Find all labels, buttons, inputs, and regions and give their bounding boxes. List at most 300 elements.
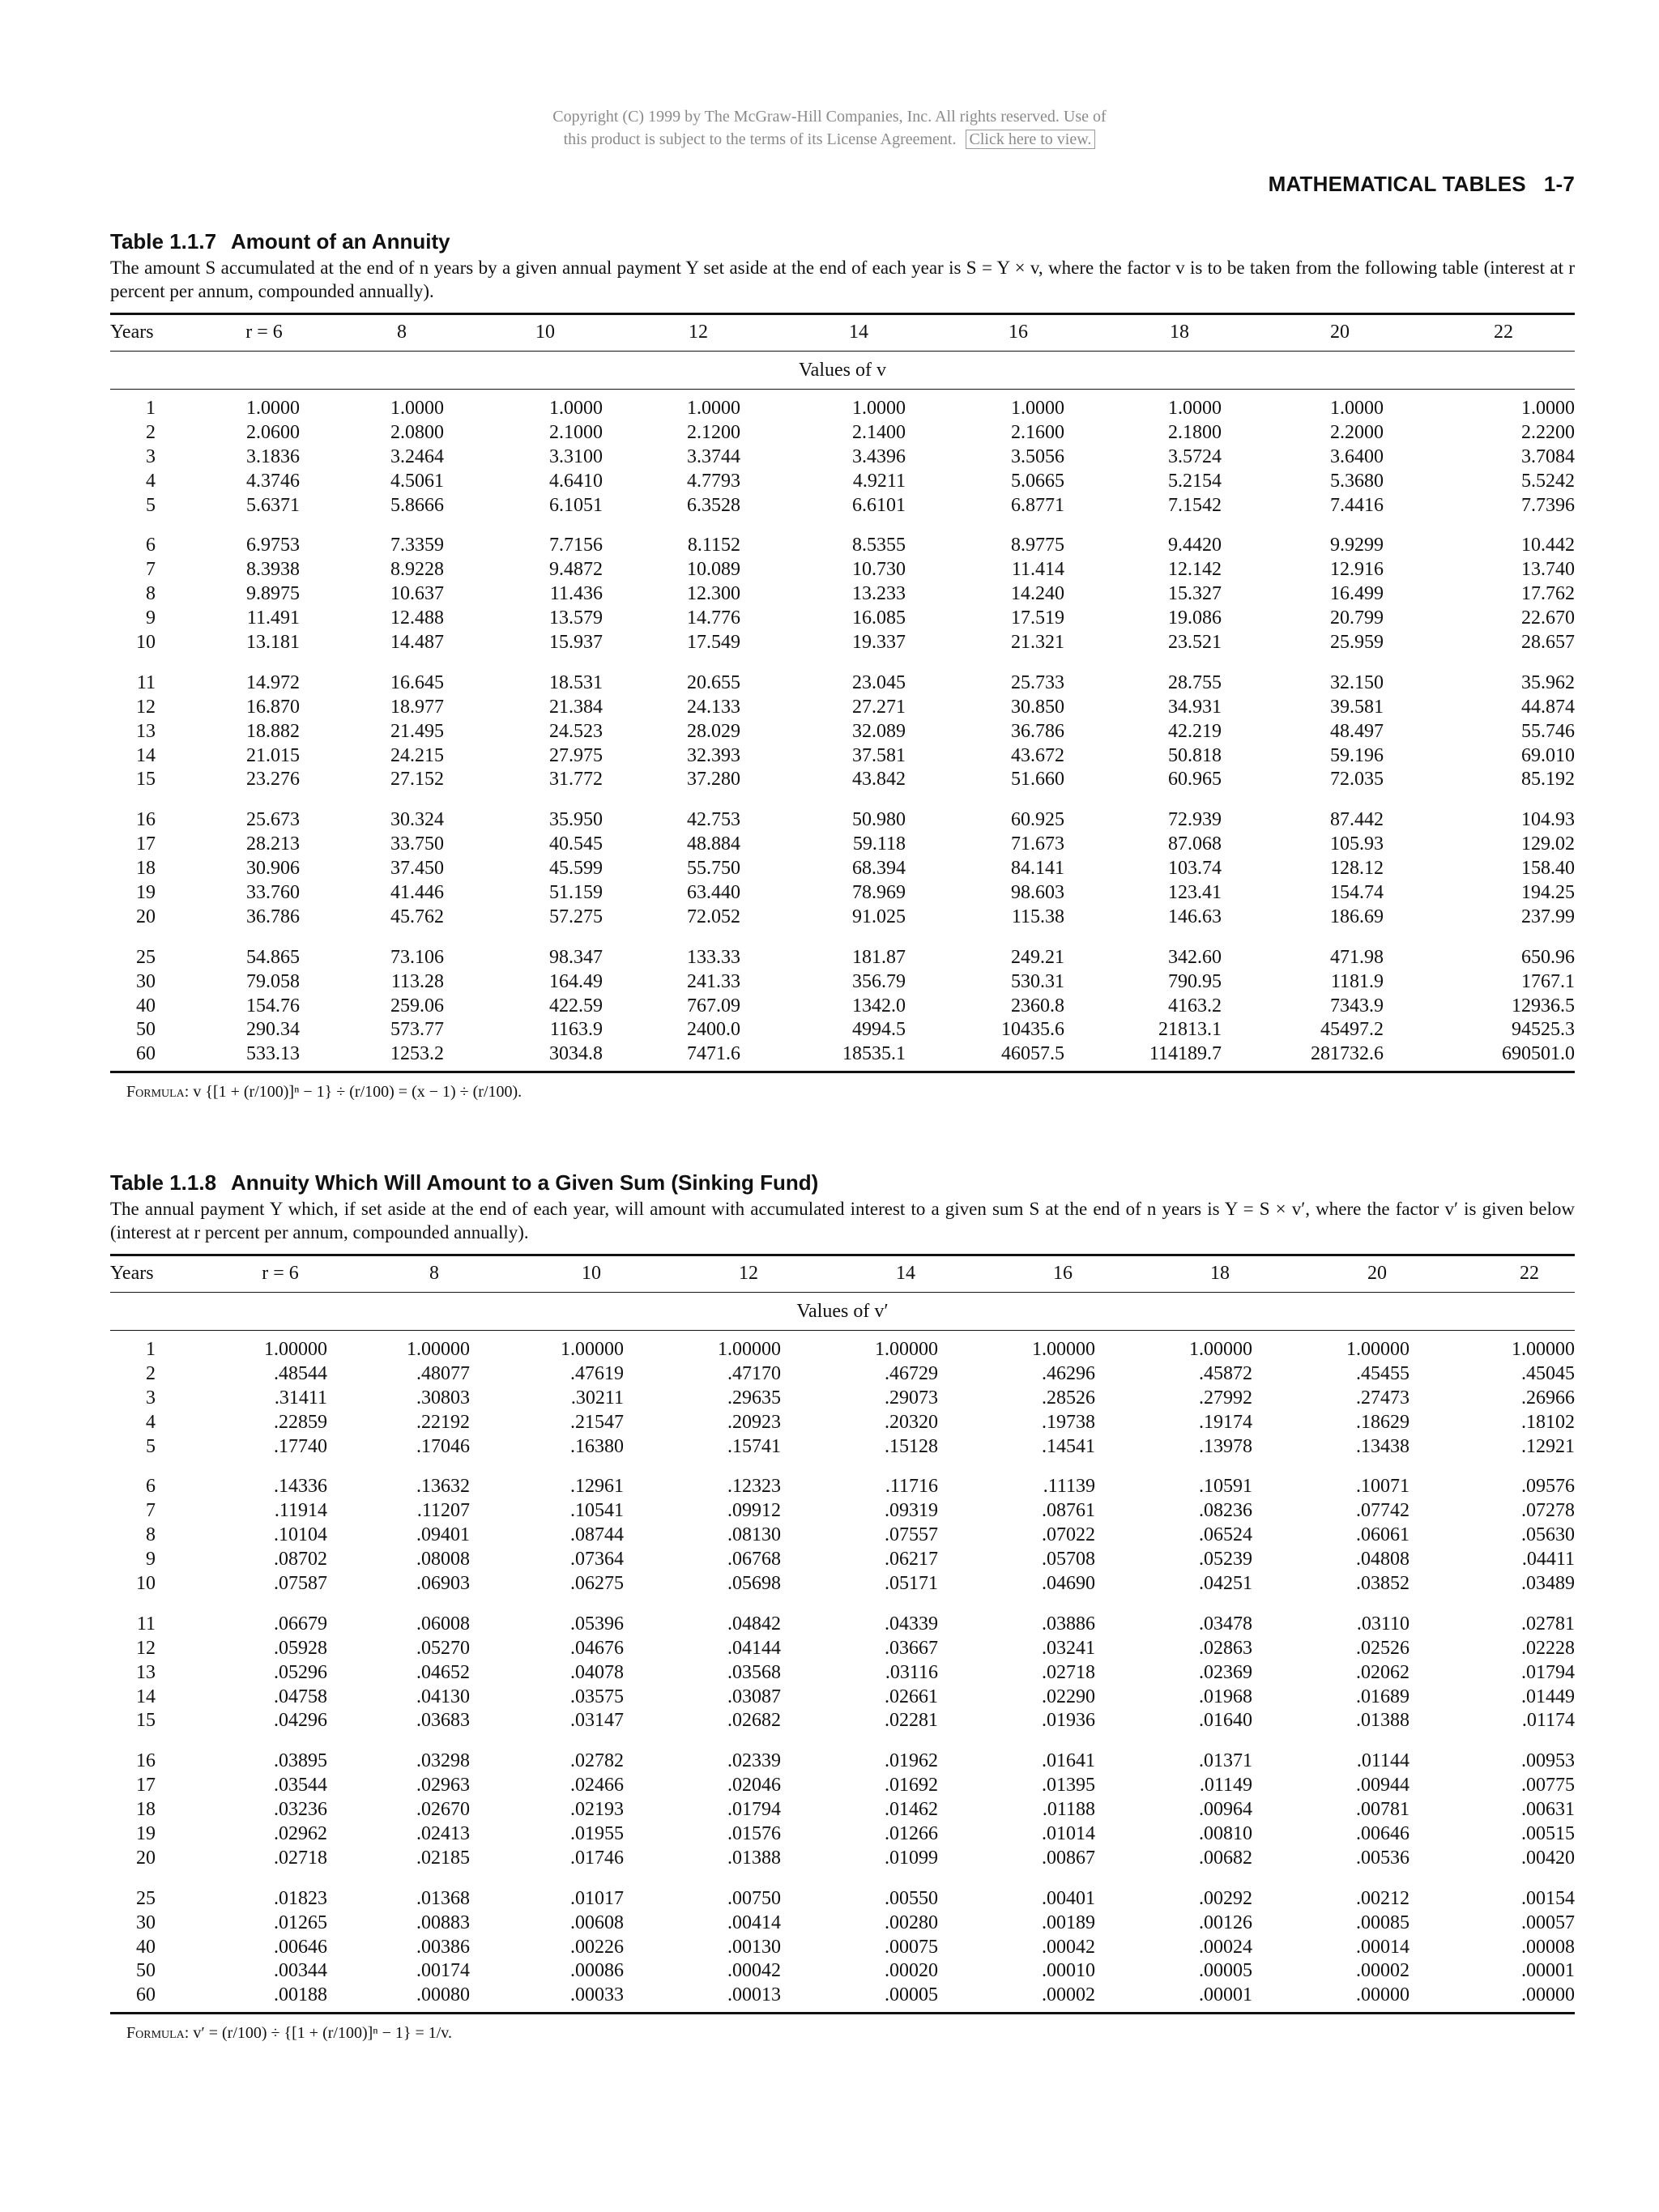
table-row — [110, 880, 1575, 905]
year-cell: 30 — [136, 970, 156, 992]
value-cell: 16.499 — [1330, 583, 1384, 605]
value-cell: .01955 — [570, 1823, 624, 1845]
value-cell: .13978 — [1199, 1435, 1252, 1457]
year-cell: 50 — [136, 1019, 156, 1041]
table-number: Table 1.1.8 — [110, 1170, 217, 1195]
value-cell: 30.850 — [1011, 696, 1064, 718]
value-cell: .10071 — [1356, 1476, 1410, 1498]
table-row — [110, 1958, 1575, 1983]
table-row — [110, 1708, 1575, 1733]
license-link[interactable]: Click here to view. — [966, 130, 1096, 149]
value-cell: 194.25 — [1521, 882, 1575, 904]
value-cell: 290.34 — [246, 1019, 300, 1041]
value-cell: 4994.5 — [852, 1019, 906, 1041]
value-cell: .04144 — [727, 1637, 781, 1659]
value-cell: 11.414 — [1011, 559, 1064, 581]
value-cell: .05396 — [570, 1613, 624, 1634]
value-cell: 34.931 — [1168, 696, 1222, 718]
value-cell: .00631 — [1521, 1799, 1575, 1821]
column-header: Years — [110, 322, 154, 343]
value-cell: .01265 — [274, 1912, 327, 1933]
value-cell: .08744 — [570, 1524, 624, 1546]
copyright-notice — [0, 105, 1659, 151]
value-cell: 3.5056 — [1011, 445, 1064, 467]
year-cell: 19 — [136, 1823, 156, 1845]
value-cell: 37.280 — [687, 769, 740, 791]
year-cell: 14 — [136, 744, 156, 766]
value-cell: 18.882 — [246, 720, 300, 742]
value-cell: .09319 — [885, 1500, 938, 1522]
value-cell: .00000 — [1521, 1984, 1575, 2006]
value-cell: 16.085 — [852, 607, 906, 629]
value-cell: .09576 — [1521, 1476, 1575, 1498]
value-cell: 14.972 — [246, 671, 300, 693]
value-cell: .02228 — [1521, 1637, 1575, 1659]
value-cell: 27.975 — [549, 744, 603, 766]
value-cell: .04296 — [274, 1710, 327, 1732]
table-row — [110, 1886, 1575, 1911]
table-row — [110, 719, 1575, 744]
value-cell: .05171 — [885, 1573, 938, 1595]
value-cell: .01174 — [1521, 1710, 1575, 1732]
value-cell: 241.33 — [687, 970, 740, 992]
table-row — [110, 469, 1575, 493]
value-cell: .02466 — [570, 1775, 624, 1796]
value-cell: .02782 — [570, 1750, 624, 1772]
value-cell: 7343.9 — [1330, 995, 1384, 1016]
table-row — [110, 671, 1575, 695]
year-cell: 17 — [136, 1775, 156, 1796]
value-cell: 6.6101 — [852, 494, 906, 516]
value-cell: .00042 — [1042, 1936, 1095, 1958]
value-cell: .03683 — [416, 1710, 470, 1732]
value-cell: .00775 — [1521, 1775, 1575, 1796]
value-cell: .11716 — [885, 1476, 938, 1498]
value-cell: .01449 — [1521, 1686, 1575, 1707]
value-cell: 530.31 — [1011, 970, 1064, 992]
value-cell: .03241 — [1042, 1637, 1095, 1659]
value-cell: 28.213 — [246, 833, 300, 855]
value-cell: .05928 — [274, 1637, 327, 1659]
value-cell: .02193 — [570, 1799, 624, 1821]
value-cell: 45497.2 — [1320, 1019, 1384, 1041]
year-cell: 15 — [136, 769, 156, 791]
year-cell: 60 — [136, 1984, 156, 2006]
value-cell: 36.786 — [246, 906, 300, 927]
value-cell: 12.488 — [390, 607, 444, 629]
value-cell: .03110 — [1356, 1613, 1410, 1634]
value-cell: 7.7156 — [549, 535, 603, 556]
value-cell: 21.015 — [246, 744, 300, 766]
value-cell: 25.959 — [1330, 632, 1384, 654]
copyright-line-2: this product is subject to the terms of its License Agreement. — [563, 130, 957, 148]
value-cell: 2.1400 — [852, 421, 906, 443]
value-cell: 1.00000 — [1346, 1339, 1410, 1360]
value-cell: 1.0000 — [549, 398, 603, 419]
table-row — [110, 1498, 1575, 1523]
value-cell: 1181.9 — [1330, 970, 1384, 992]
value-cell: .02963 — [416, 1775, 470, 1796]
table-title-text: Annuity Which Will Amount to a Given Sum (Sinking Fund) — [231, 1170, 819, 1195]
value-cell: 154.74 — [1330, 882, 1384, 904]
value-cell: 10435.6 — [1001, 1019, 1064, 1041]
year-cell: 18 — [136, 858, 156, 880]
value-cell: 60.925 — [1011, 809, 1064, 831]
value-cell: 45.599 — [549, 858, 603, 880]
value-cell: .05296 — [274, 1661, 327, 1683]
table-row — [110, 1547, 1575, 1571]
value-cell: 44.874 — [1521, 696, 1575, 718]
value-cell: 1.0000 — [1330, 398, 1384, 419]
value-cell: 7.3359 — [390, 535, 444, 556]
value-cell: .01936 — [1042, 1710, 1095, 1732]
value-cell: .18629 — [1356, 1411, 1410, 1433]
value-cell: 68.394 — [852, 858, 906, 880]
value-cell: .01746 — [570, 1847, 624, 1869]
value-cell: .27473 — [1356, 1387, 1410, 1409]
value-cell: .11914 — [274, 1500, 327, 1522]
value-cell: .01823 — [274, 1887, 327, 1909]
value-cell: 43.842 — [852, 769, 906, 791]
value-cell: .01099 — [885, 1847, 938, 1869]
year-cell: 13 — [136, 720, 156, 742]
value-cell: 6.9753 — [246, 535, 300, 556]
value-cell: .07742 — [1356, 1500, 1410, 1522]
table-row — [110, 1685, 1575, 1709]
value-cell: 73.106 — [390, 946, 444, 968]
year-cell: 10 — [136, 1573, 156, 1595]
value-cell: 24.215 — [390, 744, 444, 766]
value-cell: 8.5355 — [852, 535, 906, 556]
value-cell: 46057.5 — [1001, 1043, 1064, 1065]
value-cell: .00042 — [727, 1960, 781, 1982]
value-cell: 28.657 — [1521, 632, 1575, 654]
column-header: 12 — [689, 322, 708, 343]
value-cell: 37.581 — [852, 744, 906, 766]
value-cell: 87.442 — [1330, 809, 1384, 831]
value-cell: 35.962 — [1521, 671, 1575, 693]
value-cell: .01640 — [1199, 1710, 1252, 1732]
column-header: 12 — [739, 1263, 758, 1284]
value-cell: .14336 — [274, 1476, 327, 1498]
value-cell: .27992 — [1199, 1387, 1252, 1409]
value-cell: 72.939 — [1168, 809, 1222, 831]
value-cell: .14541 — [1042, 1435, 1095, 1457]
value-cell: 1.0000 — [1168, 398, 1222, 419]
value-cell: 15.327 — [1168, 583, 1222, 605]
value-cell: 23.521 — [1168, 632, 1222, 654]
value-cell: .10591 — [1199, 1476, 1252, 1498]
table-row — [110, 1749, 1575, 1773]
value-cell: 114189.7 — [1149, 1043, 1222, 1065]
value-cell: 115.38 — [1011, 906, 1064, 927]
value-cell: .00002 — [1356, 1960, 1410, 1982]
value-cell: 342.60 — [1168, 946, 1222, 968]
value-cell: 35.950 — [549, 809, 603, 831]
value-cell: 5.3680 — [1330, 470, 1384, 492]
value-cell: .48544 — [274, 1362, 327, 1384]
value-cell: .01962 — [885, 1750, 938, 1772]
value-cell: 19.337 — [852, 632, 906, 654]
table-row — [110, 1660, 1575, 1685]
value-cell: .13632 — [416, 1476, 470, 1498]
year-cell: 5 — [146, 494, 156, 516]
value-cell: .03116 — [885, 1661, 938, 1683]
value-cell: .02281 — [885, 1710, 938, 1732]
value-cell: .01017 — [570, 1887, 624, 1909]
value-cell: .00033 — [570, 1984, 624, 2006]
value-cell: 3.6400 — [1330, 445, 1384, 467]
value-cell: 129.02 — [1521, 833, 1575, 855]
value-cell: 48.497 — [1330, 720, 1384, 742]
value-cell: .00515 — [1521, 1823, 1575, 1845]
year-cell: 20 — [136, 1847, 156, 1869]
value-cell: .00174 — [416, 1960, 470, 1982]
table-row — [110, 1337, 1575, 1362]
year-cell: 30 — [136, 1912, 156, 1933]
value-cell: .01144 — [1356, 1750, 1410, 1772]
value-cell: .06768 — [727, 1549, 781, 1571]
value-cell: .00000 — [1356, 1984, 1410, 2006]
value-cell: 91.025 — [852, 906, 906, 927]
value-cell: 17.762 — [1521, 583, 1575, 605]
value-cell: 10.730 — [852, 559, 906, 581]
table-row — [110, 493, 1575, 518]
value-cell: 8.3938 — [246, 559, 300, 581]
value-cell: 16.870 — [246, 696, 300, 718]
value-cell: 573.77 — [390, 1019, 444, 1041]
year-cell: 7 — [146, 559, 156, 581]
value-cell: .00414 — [727, 1912, 781, 1933]
year-cell: 3 — [146, 445, 156, 467]
year-cell: 9 — [146, 1549, 156, 1571]
value-cell: 51.159 — [549, 882, 603, 904]
value-cell: .17740 — [274, 1435, 327, 1457]
value-cell: .01388 — [727, 1847, 781, 1869]
value-cell: .21547 — [570, 1411, 624, 1433]
value-cell: .08008 — [416, 1549, 470, 1571]
value-cell: .00005 — [885, 1984, 938, 2006]
table-row — [110, 1612, 1575, 1636]
formula-note — [110, 2024, 1575, 2043]
table-row — [110, 420, 1575, 445]
value-cell: 6.3528 — [687, 494, 740, 516]
value-cell: 113.28 — [390, 970, 444, 992]
value-cell: 32.150 — [1330, 671, 1384, 693]
year-cell: 2 — [146, 1362, 156, 1384]
value-cell: .30211 — [570, 1387, 624, 1409]
value-cell: 1.00000 — [875, 1339, 938, 1360]
value-cell: 7.4416 — [1330, 494, 1384, 516]
value-cell: .45455 — [1356, 1362, 1410, 1384]
value-cell: .04251 — [1199, 1573, 1252, 1595]
value-cell: .01368 — [416, 1887, 470, 1909]
value-cell: 5.5242 — [1521, 470, 1575, 492]
year-cell: 8 — [146, 1524, 156, 1546]
value-cell: 281732.6 — [1311, 1043, 1384, 1065]
value-cell: .05239 — [1199, 1549, 1252, 1571]
column-header: 8 — [397, 322, 407, 343]
value-cell: .00750 — [727, 1887, 781, 1909]
table-1-1-7 — [110, 228, 1575, 1102]
values-subheader: Values of v′ — [796, 1301, 889, 1322]
year-cell: 5 — [146, 1435, 156, 1457]
year-cell: 25 — [136, 946, 156, 968]
value-cell: 79.058 — [246, 970, 300, 992]
value-cell: .48077 — [416, 1362, 470, 1384]
value-cell: .02661 — [885, 1686, 938, 1707]
table-row — [110, 1523, 1575, 1547]
value-cell: 19.086 — [1168, 607, 1222, 629]
value-cell: 650.96 — [1521, 946, 1575, 968]
value-cell: 32.089 — [852, 720, 906, 742]
value-cell: .05270 — [416, 1637, 470, 1659]
value-cell: .00883 — [416, 1912, 470, 1933]
table-row — [110, 1846, 1575, 1870]
table-row — [110, 744, 1575, 768]
value-cell: 13.740 — [1521, 559, 1575, 581]
value-cell: 249.21 — [1011, 946, 1064, 968]
value-cell: .03544 — [274, 1775, 327, 1796]
value-cell: .02413 — [416, 1823, 470, 1845]
value-cell: 2.2200 — [1521, 421, 1575, 443]
value-cell: .02062 — [1356, 1661, 1410, 1683]
value-cell: 51.660 — [1011, 769, 1064, 791]
value-cell: .46296 — [1042, 1362, 1095, 1384]
row-group — [110, 1331, 1575, 1463]
value-cell: .02962 — [274, 1823, 327, 1845]
value-cell: 11.436 — [549, 583, 603, 605]
value-cell: 2.0800 — [390, 421, 444, 443]
value-cell: 5.0665 — [1011, 470, 1064, 492]
table-row — [110, 1386, 1575, 1410]
values-subheader: Values of v — [799, 360, 886, 381]
value-cell: .00344 — [274, 1960, 327, 1982]
value-cell: 23.045 — [852, 671, 906, 693]
value-cell: 12.300 — [687, 583, 740, 605]
value-cell: 1.00000 — [1189, 1339, 1252, 1360]
value-cell: .00057 — [1521, 1912, 1575, 1933]
value-cell: .46729 — [885, 1362, 938, 1384]
value-cell: .00002 — [1042, 1984, 1095, 2006]
value-cell: 37.450 — [390, 858, 444, 880]
value-cell: 39.581 — [1330, 696, 1384, 718]
value-cell: .02863 — [1199, 1637, 1252, 1659]
value-cell: .08236 — [1199, 1500, 1252, 1522]
value-cell: 1163.9 — [549, 1019, 603, 1041]
value-cell: .04339 — [885, 1613, 938, 1634]
value-cell: .01692 — [885, 1775, 938, 1796]
value-cell: 3.5724 — [1168, 445, 1222, 467]
year-cell: 25 — [136, 1887, 156, 1909]
value-cell: 471.98 — [1330, 946, 1384, 968]
value-cell: .07557 — [885, 1524, 938, 1546]
value-cell: .05698 — [727, 1573, 781, 1595]
value-cell: .02682 — [727, 1710, 781, 1732]
value-cell: .00212 — [1356, 1887, 1410, 1909]
value-cell: 105.93 — [1330, 833, 1384, 855]
formula-text: v′ = (r/100) ÷ {[1 + (r/100)]ⁿ − 1} = 1/v. — [193, 2024, 452, 2043]
value-cell: .07364 — [570, 1549, 624, 1571]
page-number: 1-7 — [1543, 172, 1575, 196]
value-cell: .02046 — [727, 1775, 781, 1796]
value-cell: 7471.6 — [687, 1043, 740, 1065]
table-title — [110, 1170, 1575, 1196]
value-cell: 1.00000 — [407, 1339, 470, 1360]
column-header-row — [110, 1256, 1575, 1292]
value-cell: 14.240 — [1011, 583, 1064, 605]
value-cell: .09912 — [727, 1500, 781, 1522]
value-cell: .00188 — [274, 1984, 327, 2006]
value-cell: .00550 — [885, 1887, 938, 1909]
table-row — [110, 695, 1575, 719]
row-group — [110, 934, 1575, 1071]
value-cell: .45872 — [1199, 1362, 1252, 1384]
value-cell: 4.9211 — [852, 470, 906, 492]
value-cell: .00646 — [1356, 1823, 1410, 1845]
year-cell: 8 — [146, 583, 156, 605]
value-cell: 18.977 — [390, 696, 444, 718]
column-header: 20 — [1367, 1263, 1387, 1284]
value-cell: .20320 — [885, 1411, 938, 1433]
year-cell: 40 — [136, 1936, 156, 1958]
value-cell: .01641 — [1042, 1750, 1095, 1772]
value-cell: 4.3746 — [246, 470, 300, 492]
column-header: 10 — [535, 322, 555, 343]
value-cell: 33.750 — [390, 833, 444, 855]
year-cell: 4 — [146, 470, 156, 492]
table-number: Table 1.1.7 — [110, 229, 217, 254]
value-cell: .02526 — [1356, 1637, 1410, 1659]
value-cell: 9.4420 — [1168, 535, 1222, 556]
value-cell: .05630 — [1521, 1524, 1575, 1546]
table-row — [110, 856, 1575, 880]
value-cell: 18535.1 — [842, 1043, 906, 1065]
table-row — [110, 1773, 1575, 1797]
value-cell: 50.980 — [852, 809, 906, 831]
column-header: r = 6 — [262, 1263, 299, 1284]
value-cell: .04808 — [1356, 1549, 1410, 1571]
value-cell: 8.9775 — [1011, 535, 1064, 556]
value-cell: 2.1600 — [1011, 421, 1064, 443]
value-cell: .08702 — [274, 1549, 327, 1571]
value-cell: 45.762 — [390, 906, 444, 927]
column-header: 14 — [849, 322, 868, 343]
table-description: The annual payment Y which, if set aside at the end of each year, will amount with accumulated interest to a given sum S at the end of n years is Y = S × v′, where the factor v′ is given below (interest at r percent per annum, compounded annually). — [110, 1199, 1575, 1242]
year-cell: 2 — [146, 421, 156, 443]
column-header-row — [110, 315, 1575, 351]
value-cell: .30803 — [416, 1387, 470, 1409]
value-cell: 690501.0 — [1502, 1043, 1575, 1065]
value-cell: 72.035 — [1330, 769, 1384, 791]
table-row — [110, 1474, 1575, 1498]
value-cell: .00944 — [1356, 1775, 1410, 1796]
value-cell: 9.4872 — [549, 559, 603, 581]
value-cell: 57.275 — [549, 906, 603, 927]
value-cell: 3034.8 — [549, 1043, 603, 1065]
row-group — [110, 1737, 1575, 1874]
value-cell: 2.1800 — [1168, 421, 1222, 443]
value-cell: .02718 — [274, 1847, 327, 1869]
year-cell: 3 — [146, 1387, 156, 1409]
value-cell: .02369 — [1199, 1661, 1252, 1683]
value-cell: 158.40 — [1521, 858, 1575, 880]
year-cell: 40 — [136, 995, 156, 1016]
value-cell: .07587 — [274, 1573, 327, 1595]
value-cell: .01794 — [727, 1799, 781, 1821]
value-cell: 7.1542 — [1168, 494, 1222, 516]
year-cell: 14 — [136, 1686, 156, 1707]
